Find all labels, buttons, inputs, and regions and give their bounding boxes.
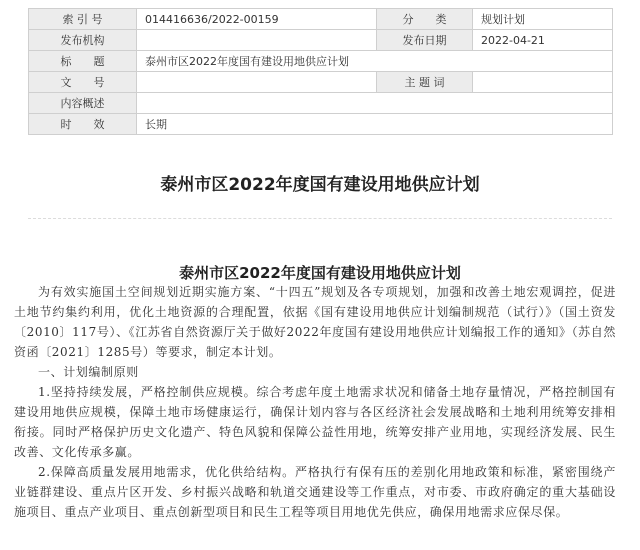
category-label: 分 类 [377, 9, 473, 30]
validity-label: 时 效 [29, 114, 137, 135]
publish-date-value: 2022-04-21 [473, 30, 613, 51]
publish-date-label: 发布日期 [377, 30, 473, 51]
title-value: 泰州市区2022年度国有建设用地供应计划 [137, 51, 613, 72]
info-row-doc-number [29, 72, 613, 93]
index-number-label: 索 引 号 [29, 9, 137, 30]
divider [28, 218, 612, 219]
validity-value: 长期 [137, 114, 613, 135]
subject-value [473, 72, 613, 93]
document-info-table [28, 8, 613, 135]
intro-paragraph: 为有效实施国土空间规划近期实施方案、“十四五”规划及各专项规划，加强和改善土地宏观调控，促进土地节约集约利用，优化土地资源的合理配置，依据《国有建设用地供应计划编制规范（试行）》（国土资发〔2010〕117号）、《江苏省自然资源厅关于做好2022年度国有建设用地供应计划编报工作的通知》（苏自然资函〔2021〕1285号）等要求，制定本计划。 [14, 285, 616, 359]
principle-paragraph-2: 2.保障高质量发展用地需求，优化供给结构。严格执行有保有压的差别化用地政策和标准，紧密围绕产业链群建设、重点片区开发、乡村振兴战略和轨道交通建设等工作重点，对市委、市政府确定的重大基础设施项目、重点产业项目、重点创新型项目和民生工程等项目用地优先供应，确保用地需求应保尽保。 [14, 465, 616, 519]
page-title: 泰州市区2022年度国有建设用地供应计划 [160, 175, 480, 195]
info-row-publisher [29, 30, 613, 51]
info-row-index [29, 9, 613, 30]
publisher-label: 发布机构 [29, 30, 137, 51]
info-row-summary [29, 93, 613, 114]
document-body-title: 泰州市区2022年度国有建设用地供应计划 [179, 264, 461, 282]
subject-label: 主 题 词 [377, 72, 473, 93]
doc-number-value [137, 72, 377, 93]
document-body [14, 282, 616, 522]
index-number-value: 014416636/2022-00159 [137, 9, 377, 30]
summary-label: 内容概述 [29, 93, 137, 114]
section-heading-principles: 一、计划编制原则 [38, 365, 139, 379]
doc-number-label: 文 号 [29, 72, 137, 93]
summary-value [137, 93, 613, 114]
principle-paragraph-1: 1.坚持持续发展，严格控制供应规模。综合考虑年度土地需求状况和储备土地存量情况，严格控制国有建设用地供应规模，保障土地市场健康运行，确保计划内容与各区经济社会发展战略和土地利用统筹安排相衔接。同时严格保护历史文化遗产、特色风貌和保障公益性用地，统筹安排产业用地，实现经济发展、民生改善、文化传承多赢。 [14, 385, 616, 459]
publisher-value [137, 30, 377, 51]
info-row-title [29, 51, 613, 72]
category-value: 规划计划 [473, 9, 613, 30]
title-label: 标 题 [29, 51, 137, 72]
info-row-validity [29, 114, 613, 135]
